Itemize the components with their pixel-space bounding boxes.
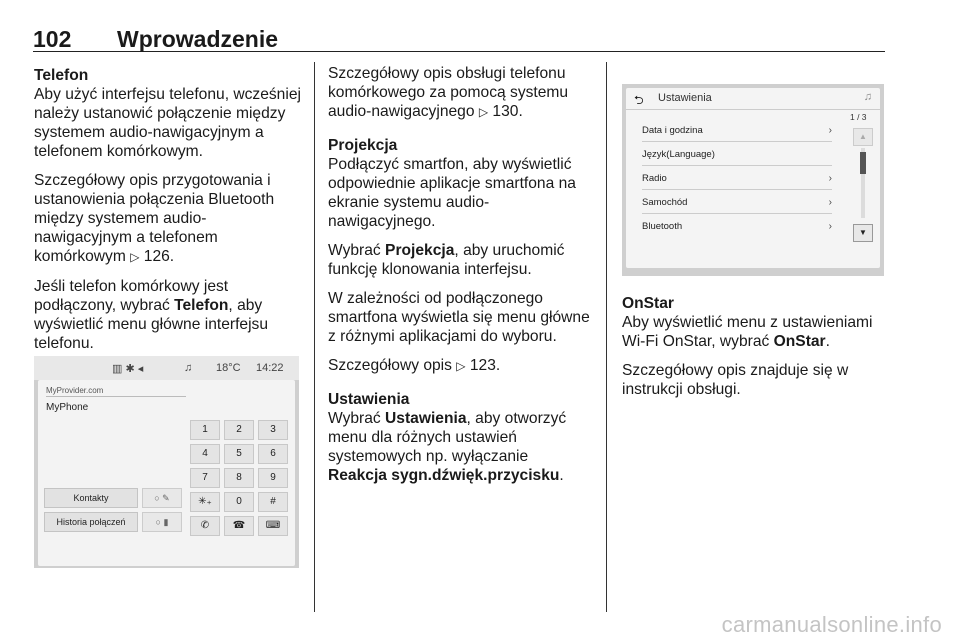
key-9[interactable]: 9 [258,468,288,488]
music-icon: ♫ [184,362,193,374]
status-bar [34,356,299,380]
key-6[interactable]: 6 [258,444,288,464]
chapter-title: Wprowadzenie [117,26,279,52]
mute-icon[interactable]: ○ ✎ [142,488,182,508]
scroll-up-icon[interactable]: ▲ [853,128,873,146]
watermark: carmanualsonline.info [721,612,942,637]
settings-item-language[interactable]: Język(Language) [642,144,832,166]
settings-item-radio[interactable]: Radio › [642,168,832,190]
page-header [33,26,885,52]
key-0[interactable]: 0 [224,492,254,512]
handsfree-icon[interactable]: ○ ▮ [142,512,182,532]
divider [46,396,186,397]
key-3[interactable]: 3 [258,420,288,440]
key-8[interactable]: 8 [224,468,254,488]
settings-item-date[interactable]: Data i godzina › [642,120,832,142]
chevron-right-icon: › [828,221,832,232]
call-history-button[interactable]: Historia połączeń [44,512,138,532]
section-heading-telefon: Telefon [34,67,89,84]
status-icons: ▥ ✱ ◂ [112,363,144,375]
phone-screen-image [34,356,299,568]
settings-screen-image [622,84,884,276]
paragraph: Szczegółowy opis przygotowania i ustanowienia połączenia Bluetooth między systemem audio-nawigacyjnym a telefonem komórkowym ▷ 126. [34,172,275,265]
keyboard-icon[interactable]: ⌨ [258,516,288,536]
key-7[interactable]: 7 [190,468,220,488]
paragraph: Jeśli telefon komórkowy jest podłączony, wybrać Telefon, aby wyświetlić menu główne interfejsu telefonu. [34,278,269,352]
page-ref-icon: ▷ [456,359,466,373]
paragraph: Podłączyć smartfon, aby wyświetlić odpowiednie aplikacje smartfona na ekranie systemu audio-nawigacyjnego. [328,156,576,230]
contacts-button[interactable]: Kontakty [44,488,138,508]
settings-item-bluetooth[interactable]: Bluetooth › [642,216,832,238]
column-1 [34,66,302,363]
settings-title: Ustawienia [658,92,712,104]
paragraph: W zależności od podłączonego smartfona wyświetla się menu główne z różnymi aplikacjami do wyboru. [328,290,590,345]
column-3 [622,294,892,409]
hangup-icon[interactable]: ☎ [224,516,254,536]
phone-name: MyPhone [46,402,89,413]
paragraph: Wybrać Projekcja, aby uruchomić funkcję klonowania interfejsu. [328,242,565,278]
chevron-right-icon: › [828,125,832,136]
settings-title-bar [626,88,880,110]
call-icon[interactable]: ✆ [190,516,220,536]
key-4[interactable]: 4 [190,444,220,464]
key-5[interactable]: 5 [224,444,254,464]
paragraph: Aby wyświetlić menu z ustawieniami Wi-Fi OnStar, wybrać OnStar. [622,314,873,350]
paragraph: Szczegółowy opis ▷ 123. [328,357,501,374]
paragraph: Szczegółowy opis znajduje się w instrukcji obsługi. [622,362,849,398]
section-heading-ustawienia: Ustawienia [328,391,410,408]
temperature: 18°C [216,362,241,374]
page-indicator: 1 / 3 [850,112,867,122]
paragraph: Wybrać Ustawienia, aby otworzyć menu dla różnych ustawień systemowych np. wyłączanie Reakcja sygn.dźwięk.przycisku. [328,410,567,484]
section-heading-projekcja: Projekcja [328,137,398,154]
chevron-right-icon: › [828,197,832,208]
column-divider [606,62,607,612]
music-icon: ♫ [863,91,872,103]
paragraph: Szczegółowy opis obsługi telefonu komórkowego za pomocą systemu audio-nawigacyjnego ▷ 130. [328,65,569,120]
scroll-down-icon[interactable]: ▼ [853,224,873,242]
clock: 14:22 [256,362,284,374]
key-1[interactable]: 1 [190,420,220,440]
column-2 [328,64,590,495]
key-hash[interactable]: # [258,492,288,512]
key-star[interactable]: ✳₊ [190,492,220,512]
key-2[interactable]: 2 [224,420,254,440]
page-number: 102 [33,26,72,52]
scrollbar-thumb[interactable] [860,152,866,174]
settings-item-vehicle[interactable]: Samochód › [642,192,832,214]
section-heading-onstar: OnStar [622,295,674,312]
back-icon[interactable]: ⮌ [634,93,644,107]
provider-name: MyProvider.com [46,386,104,395]
page-ref-icon: ▷ [130,250,140,264]
column-divider [314,62,315,612]
page-ref-icon: ▷ [478,105,489,119]
paragraph: Aby użyć interfejsu telefonu, wcześniej należy ustanowić połączenie między systemem audio-nawigacyjnym a telefonem komórkowym. [34,86,301,160]
chevron-right-icon: › [828,173,832,184]
